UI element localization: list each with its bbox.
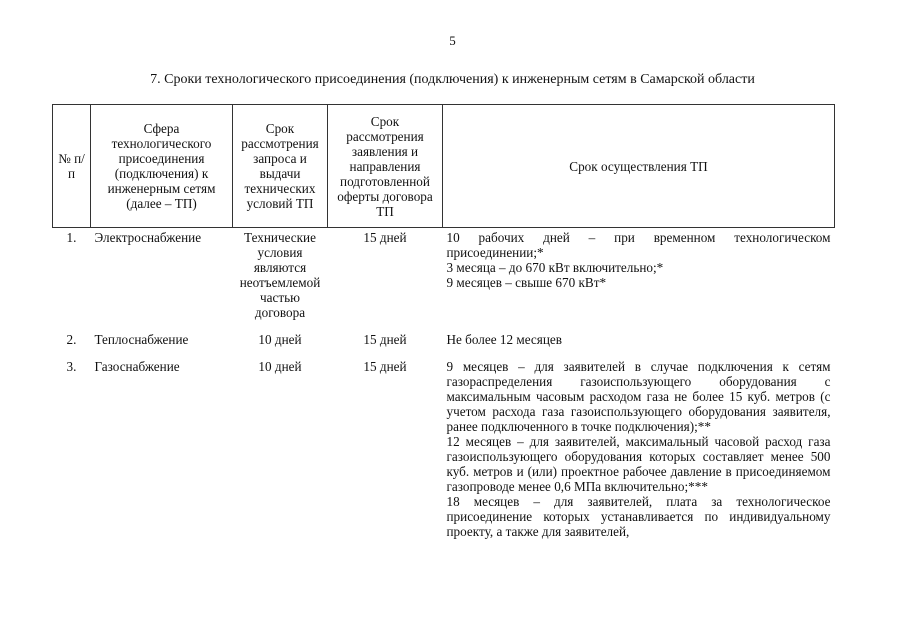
header-connection-term: Срок осуществления ТП [443, 105, 835, 228]
row-num: 2. [66, 332, 77, 347]
header-sphere: Сфера технологического присоединения (подключения) к инженерным сетям (далее – ТП) [91, 105, 233, 228]
header-num: № п/п [53, 105, 91, 228]
term-line: Не более 12 месяцев [446, 332, 562, 347]
table-header-row [53, 105, 835, 228]
row-sphere: Теплоснабжение [94, 332, 189, 347]
term-line: 10 рабочих дней – при временном технологическом присоединении;* [446, 230, 831, 260]
row-request-term: 10 дней [258, 359, 302, 374]
term-line: 9 месяцев – для заявителей в случае подключения к сетям газораспределения газоиспользующего оборудования с максимальным часовым расходом газа не более 15 куб. метров (с учетом расхода газа газоиспользующего оборудования заявителя, ранее подключенного в точке подключения);** [446, 359, 831, 434]
table-row [53, 228, 835, 323]
document-title: 7. Сроки технологического присоединения (подключения) к инженерным сетям в Самарской области [150, 72, 755, 87]
term-line: 18 месяцев – для заявителей, плата за технологическое присоединение которых устанавливается по индивидуальному проекту, а также для заявителей, [446, 494, 831, 539]
row-num: 1. [66, 230, 77, 245]
header-application-term: Срок рассмотрения заявления и направления подготовленной оферты договора ТП [328, 105, 443, 228]
row-request-term: Технические условия являются неотъемлемой частью договора [239, 230, 321, 320]
row-connection-term [443, 322, 835, 349]
row-connection-term [443, 228, 835, 323]
connection-terms-table [52, 104, 835, 541]
page-number: 5 [449, 33, 456, 48]
row-application-term: 15 дней [363, 332, 407, 347]
table-row [53, 322, 835, 349]
term-line: 12 месяцев – для заявителей, максимальный часовой расход газа газоиспользующего оборудования которых составляет менее 500 куб. метров и (или) проектное рабочее давление в присоединяемом газопроводе менее 0,6 МПа включительно;*** [446, 434, 831, 494]
header-request-term: Срок рассмотрения запроса и выдачи технических условий ТП [233, 105, 328, 228]
row-application-term: 15 дней [363, 359, 407, 374]
term-line: 9 месяцев – свыше 670 кВт* [446, 275, 607, 290]
table-row [53, 349, 835, 541]
term-line: 3 месяца – до 670 кВт включительно;* [446, 260, 664, 275]
row-request-term: 10 дней [258, 332, 302, 347]
row-num: 3. [66, 359, 77, 374]
row-sphere: Газоснабжение [94, 359, 180, 374]
row-application-term: 15 дней [363, 230, 407, 245]
row-connection-term [443, 349, 835, 541]
row-sphere: Электроснабжение [94, 230, 202, 245]
